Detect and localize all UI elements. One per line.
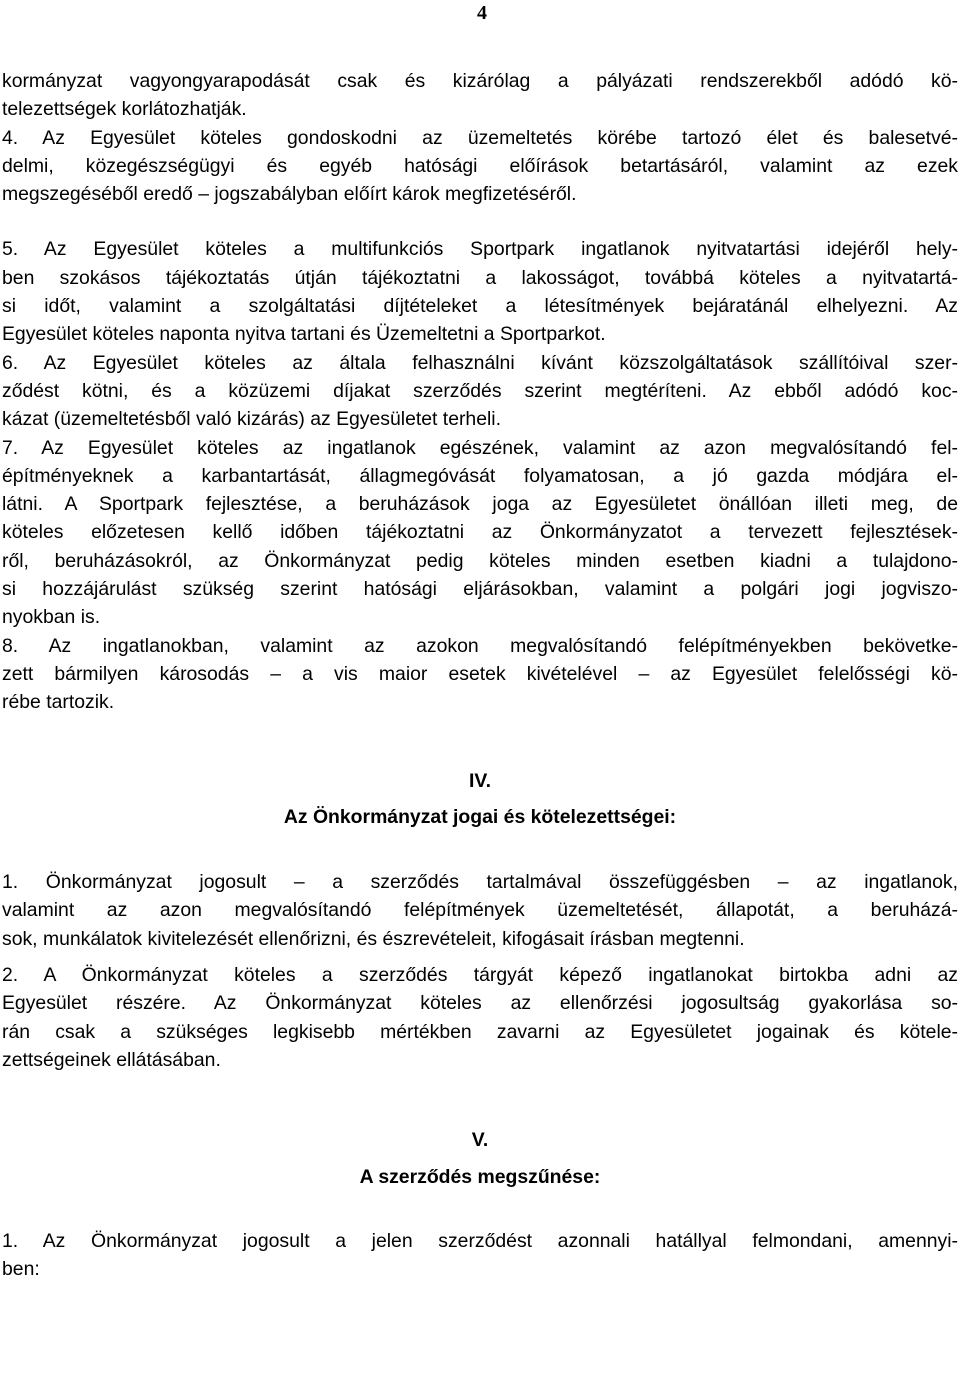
- section-v-paragraph-1: [2, 1227, 958, 1284]
- section-iv-paragraph-1: [2, 868, 958, 953]
- section-iv-number: IV.: [469, 769, 491, 792]
- text-line: Egyesület részére. Az Önkormányzat köteles az ellenőrzési jogosultság gyakorlása so-: [2, 992, 958, 1015]
- text-line: 5. Az Egyesület köteles a multifunkciós Sportpark ingatlanok nyitvatartási idejéről hely-: [2, 238, 958, 261]
- text-line: rán csak a szükséges legkisebb mértékben zavarni az Egyesületet jogainak és kötele-: [2, 1020, 958, 1043]
- text-line: zettségeinek ellátásában.: [2, 1048, 221, 1071]
- text-line: valamint az azon megvalósítandó felépítmények üzemeltetését, állapotát, a beruházá-: [2, 899, 958, 922]
- text-line: ben:: [2, 1258, 40, 1281]
- text-line: nyokban is.: [2, 606, 101, 629]
- paragraph-intro: [2, 67, 958, 124]
- text-line: telezettségek korlátozhatják.: [2, 98, 247, 121]
- text-line: 2. A Önkormányzat köteles a szerződés tárgyát képező ingatlanokat birtokba adni az: [2, 964, 958, 987]
- text-line: zett bármilyen károsodás – a vis maior esetek kivételével – az Egyesület felelősségi kö-: [2, 662, 958, 685]
- text-line: si hozzájárulást szükség szerint hatósági eljárásokban, valamint a polgári jogi jogviszo-: [2, 578, 958, 601]
- section-iv-title: Az Önkormányzat jogai és kötelezettségei:: [283, 805, 677, 828]
- text-line: sok, munkálatok kivitelezését ellenőrizni, és észrevételeit, kifogásait írásban megtenni.: [2, 927, 745, 950]
- text-line: ről, beruházásokról, az Önkormányzat pedig köteles minden esetben kiadni a tulajdono-: [2, 549, 958, 572]
- paragraph-8: [2, 632, 958, 717]
- section-v-number: V.: [471, 1129, 489, 1152]
- paragraph-6: [2, 349, 958, 434]
- paragraph-spacer: [2, 208, 958, 235]
- paragraph-4: [2, 124, 958, 209]
- text-line: megszegéséből eredő – jogszabályban előírt károk megfizetéséről.: [2, 183, 577, 206]
- paragraph-5: [2, 235, 958, 348]
- text-line: ben szokásos tájékoztatás útján tájékoztatni a lakosságot, továbbá köteles a nyitvatartá-: [2, 266, 958, 289]
- text-line: 6. Az Egyesület köteles az általa felhasználni kívánt közszolgáltatások szállítóival szer-: [2, 351, 958, 374]
- text-line: kormányzat vagyongyarapodását csak és kizárólag a pályázati rendszerekből adódó kö-: [2, 70, 958, 92]
- page-number: 4: [477, 2, 487, 24]
- text-line: 4. Az Egyesület köteles gondoskodni az üzemeltetés körébe tartozó élet és balesetvé-: [2, 126, 958, 149]
- heading-spacer: [2, 795, 958, 803]
- paragraph-7: [2, 434, 958, 632]
- text-line: ződést kötni, és a közüzemi díjakat szerződés szerint megtéríteni. Az ebből adódó koc-: [2, 379, 958, 402]
- text-line: 1. Önkormányzat jogosult – a szerződés tartalmával összefüggésben – az ingatlanok,: [2, 871, 958, 894]
- section-spacer: [2, 1191, 958, 1227]
- text-line: si időt, valamint a szolgáltatási díjtételeket a létesítmények bejáratánál elhelyezni. Az: [2, 295, 958, 318]
- section-v-title: A szerződés megszűnése:: [359, 1165, 601, 1188]
- text-line: 8. Az ingatlanokban, valamint az azokon megvalósítandó felépítményekben bekövetke-: [2, 634, 958, 657]
- text-line: építményeknek a karbantartását, állagmegóvását folyamatosan, a jó gazda módjára el-: [2, 464, 958, 487]
- text-line: 7. Az Egyesület köteles az ingatlanok egészének, valamint az azon megvalósítandó fel-: [2, 436, 958, 459]
- text-line: Egyesület köteles naponta nyitva tartani és Üzemeltetni a Sportparkot.: [2, 323, 606, 346]
- section-iv-paragraph-2: [2, 961, 958, 1074]
- text-line: köteles előzetesen kellő időben tájékoztatni az Önkormányzatot a tervezett fejlesztések-: [2, 521, 958, 544]
- text-line: delmi, közegészségügyi és egyéb hatósági előírások betartásáról, valamint az ezek: [2, 154, 958, 177]
- paragraph-spacer: [2, 953, 958, 961]
- section-spacer: [2, 831, 958, 868]
- section-spacer: [2, 1074, 958, 1126]
- text-line: kázat (üzemeltetésből való kizárás) az Egyesületet terheli.: [2, 408, 502, 431]
- text-line: 1. Az Önkormányzat jogosult a jelen szerződést azonnali hatállyal felmondani, amennyi-: [2, 1229, 958, 1252]
- section-spacer: [2, 717, 958, 767]
- text-line: látni. A Sportpark fejlesztése, a beruházások joga az Egyesületet önállóan illeti meg, de: [2, 493, 958, 516]
- heading-spacer: [2, 1155, 958, 1163]
- text-line: rébe tartozik.: [2, 691, 115, 714]
- document-body: [2, 67, 958, 1283]
